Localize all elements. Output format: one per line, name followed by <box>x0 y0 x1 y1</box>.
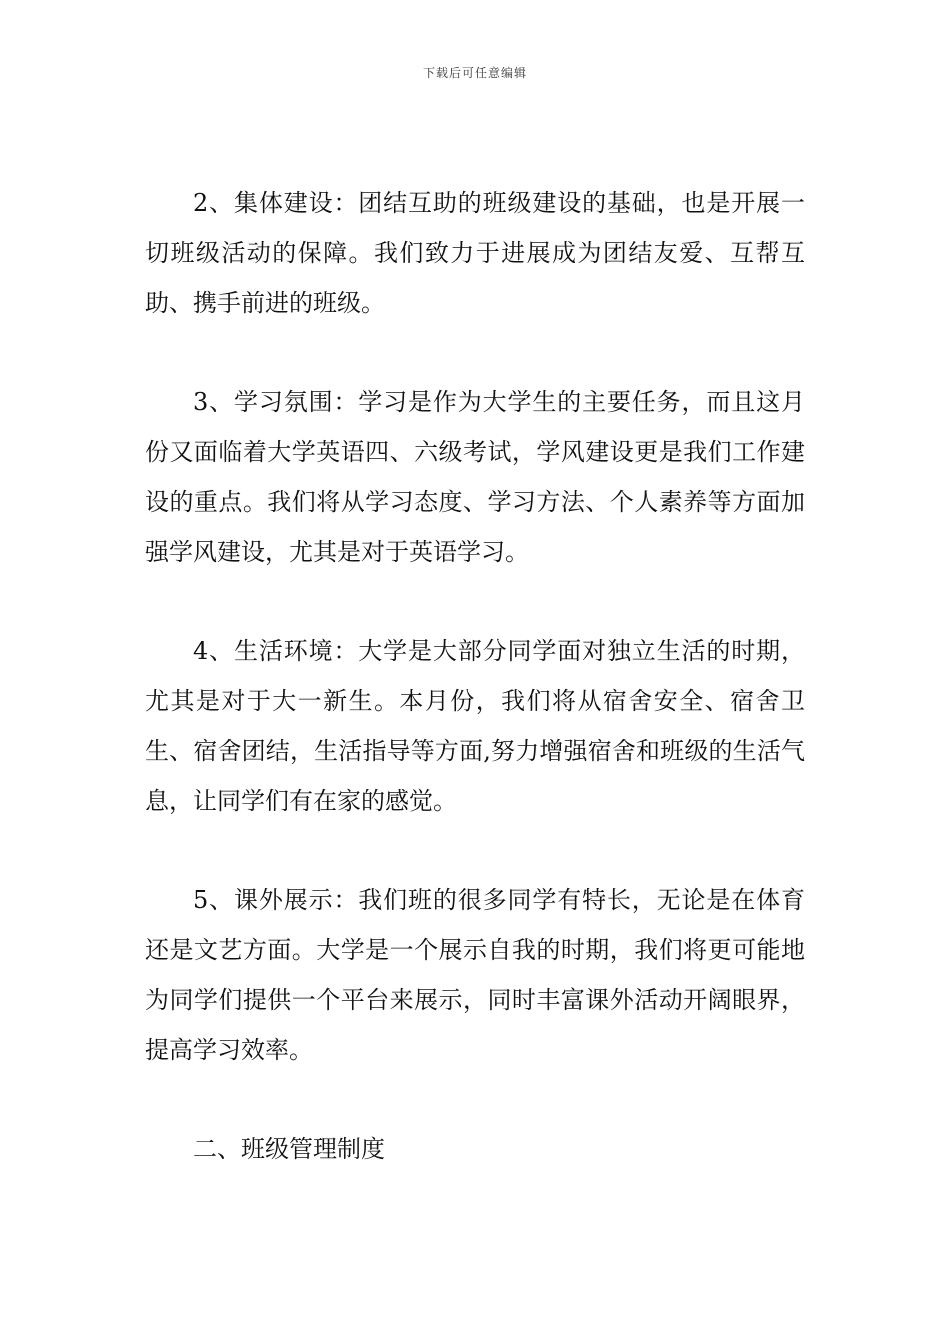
paragraph-extracurricular: 5、课外展示：我们班的很多同学有特长，无论是在体育还是文艺方面。大学是一个展示自我的时期，我们将更可能地为同学们提供一个平台来展示，同时丰富课外活动开阔眼界，提高学习效率。 <box>145 886 805 1064</box>
section-heading: 二、班级管理制度 <box>193 1135 385 1163</box>
paragraph-collective-building: 2、集体建设：团结互助的班级建设的基础，也是开展一切班级活动的保障。我们致力于进展成为团结友爱、互帮互助、携手前进的班级。 <box>145 189 805 317</box>
document-body <box>145 178 805 1174</box>
paragraph-living-environment: 4、生活环境：大学是大部分同学面对独立生活的时期，尤其是对于大一新生。本月份，我们将从宿舍安全、宿舍卫生、宿舍团结，生活指导等方面,努力增强宿舍和班级的生活气息，让同学们有在家的感觉。 <box>145 637 805 815</box>
paragraph-study-atmosphere: 3、学习氛围：学习是作为大学生的主要任务，而且这月份又面临着大学英语四、六级考试，学风建设更是我们工作建设的重点。我们将从学习态度、学习方法、个人素养等方面加强学风建设，尤其是对于英语学习。 <box>145 388 805 566</box>
page-header: 下载后可任意编辑 <box>422 66 527 80</box>
